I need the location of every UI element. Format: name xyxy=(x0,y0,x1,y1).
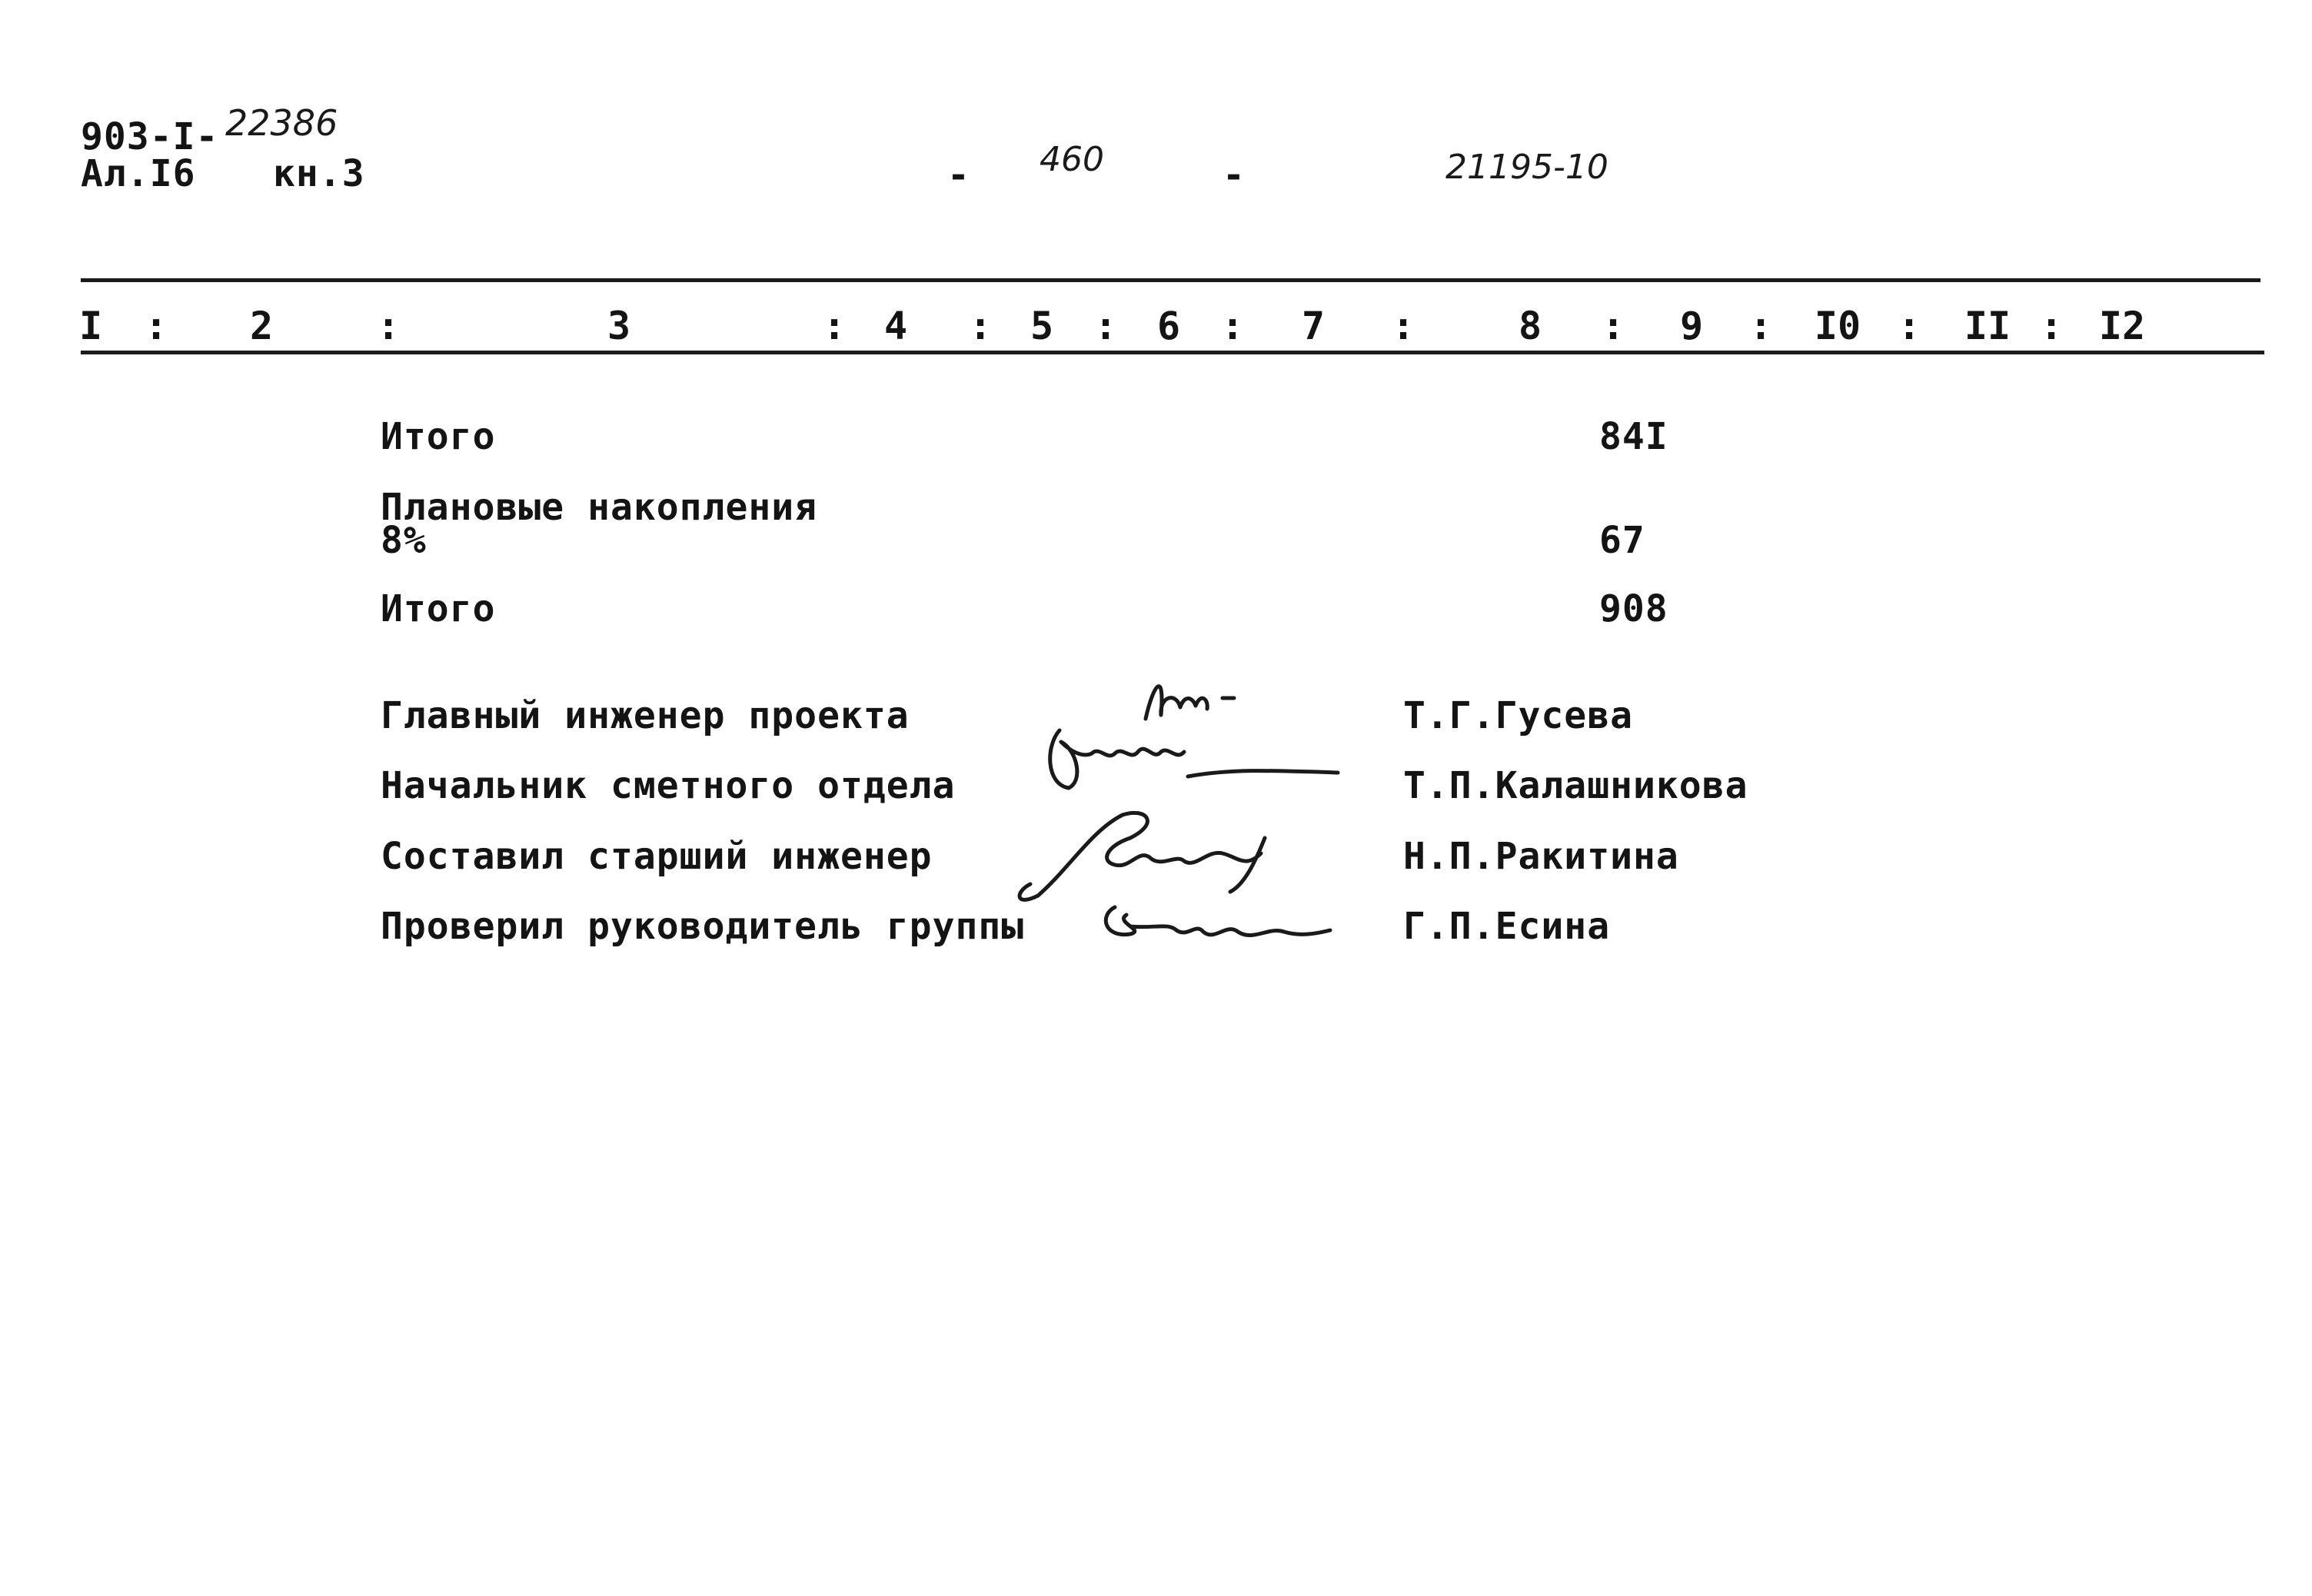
column-number: I xyxy=(78,304,103,348)
total-label: Итого xyxy=(381,415,496,458)
column-number: 3 xyxy=(607,304,631,348)
column-number: 5 xyxy=(1030,304,1054,348)
column-number: 9 xyxy=(1679,304,1704,348)
signature-name: Н.П.Ракитина xyxy=(1403,835,1679,878)
page-number: 460 xyxy=(1040,140,1104,179)
signature-name: Т.П.Калашникова xyxy=(1403,764,1748,807)
column-number: 7 xyxy=(1301,304,1326,348)
signature-role: Составил старший инженер xyxy=(381,835,933,878)
column-separator: : xyxy=(1601,304,1625,348)
planned-savings-percent: 8% xyxy=(381,519,427,562)
doc-code-prefix: 903-I- xyxy=(81,115,219,158)
column-number: 6 xyxy=(1156,304,1181,348)
signature-role: Проверил руководитель группы xyxy=(381,905,1025,948)
doc-code-handwritten: 22386 xyxy=(225,102,338,144)
column-separator: : xyxy=(1748,304,1773,348)
planned-savings-value: 67 xyxy=(1599,519,1645,562)
handwritten-signatures xyxy=(1000,661,1353,953)
column-separator: : xyxy=(1391,304,1415,348)
column-number: I2 xyxy=(2098,304,2146,348)
signature-name: Г.П.Есина xyxy=(1403,905,1611,948)
signature-scribble-esina xyxy=(1106,907,1330,936)
column-separator: : xyxy=(2039,304,2064,348)
signature-scribble-rakitina xyxy=(1020,813,1265,899)
header-dash-right: - xyxy=(1223,154,1246,197)
signature-name: Т.Г.Гусева xyxy=(1403,694,1633,737)
column-separator: : xyxy=(376,304,401,348)
table-header-rule xyxy=(81,351,2264,354)
planned-savings-label: Плановые накопления xyxy=(381,486,818,529)
column-number: 4 xyxy=(883,304,908,348)
column-number: II xyxy=(1964,304,2011,348)
column-number: I0 xyxy=(1814,304,1861,348)
signature-role: Главный инженер проекта xyxy=(381,694,910,737)
header-dash-left: - xyxy=(947,154,970,197)
column-separator: : xyxy=(968,304,993,348)
column-separator: : xyxy=(1897,304,1921,348)
column-number: 8 xyxy=(1518,304,1542,348)
signature-role: Начальник сметного отдела xyxy=(381,764,956,807)
signature-scribble-gusev xyxy=(1146,687,1234,719)
column-separator: : xyxy=(1220,304,1245,348)
grand-total-label: Итого xyxy=(381,587,496,630)
book-label: кн.3 xyxy=(273,152,365,195)
column-separator: : xyxy=(1093,304,1118,348)
album-label: Ал.I6 xyxy=(81,152,196,195)
column-separator: : xyxy=(822,304,847,348)
doc-number: 21195-10 xyxy=(1445,148,1608,187)
grand-total-value: 908 xyxy=(1599,587,1668,630)
signature-scribble-kalashnikova xyxy=(1050,730,1338,788)
table-top-rule xyxy=(81,278,2260,282)
total-value: 84I xyxy=(1599,415,1668,458)
column-separator: : xyxy=(144,304,168,348)
column-number: 2 xyxy=(249,304,274,348)
